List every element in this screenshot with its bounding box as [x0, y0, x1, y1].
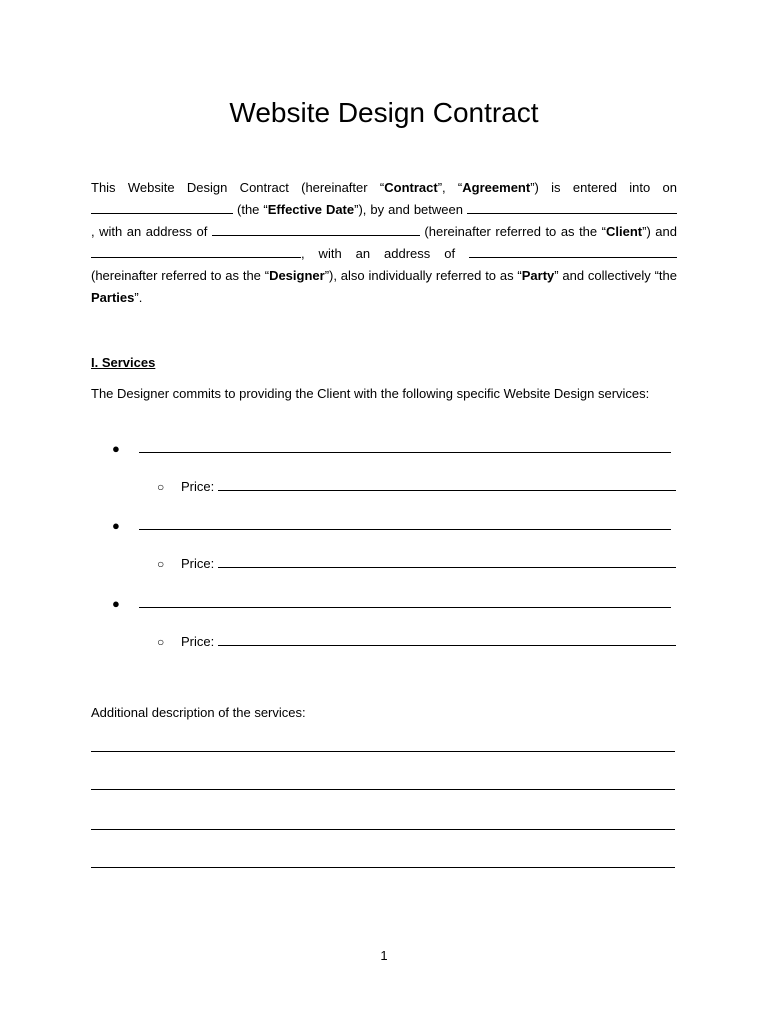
description-blank[interactable] — [91, 789, 675, 790]
term-party: Party — [521, 268, 555, 283]
term-client: Client — [606, 224, 643, 239]
service-item — [0, 515, 768, 537]
designer-address-blank[interactable] — [469, 245, 677, 258]
intro-text: This Website Design Contract (hereinafter “ — [91, 180, 385, 195]
intro-text: ”) is entered into on — [530, 180, 677, 195]
bullet-icon: ● — [112, 441, 120, 456]
date-blank[interactable] — [91, 201, 233, 214]
service-blank[interactable] — [139, 529, 671, 530]
circle-bullet-icon: ○ — [157, 480, 165, 494]
intro-text: ”), also individually referred to as “ — [324, 268, 522, 283]
circle-bullet-icon: ○ — [157, 557, 165, 571]
term-agreement: Agreement — [462, 180, 531, 195]
intro-text: (the “ — [233, 202, 268, 217]
description-blank[interactable] — [91, 867, 675, 868]
intro-text: (hereinafter referred to as the “ — [419, 224, 606, 239]
price-item — [0, 553, 768, 575]
intro-text: ”), by and between — [354, 202, 463, 217]
term-effective-date: Effective Date — [267, 202, 355, 217]
price-blank[interactable] — [218, 567, 676, 568]
service-blank[interactable] — [139, 607, 671, 608]
intro-paragraph — [91, 177, 677, 309]
page-number: 1 — [380, 948, 388, 963]
service-item — [0, 593, 768, 615]
price-label: Price: — [181, 634, 215, 649]
price-label: Price: — [181, 479, 215, 494]
intro-text: ”) and — [642, 224, 677, 239]
price-label: Price: — [181, 556, 215, 571]
intro-text: ”. — [134, 290, 143, 305]
client-name-blank[interactable] — [467, 201, 677, 214]
description-blank[interactable] — [91, 751, 675, 752]
price-blank[interactable] — [218, 490, 676, 491]
service-blank[interactable] — [139, 452, 671, 453]
section-heading-services: I. Services — [91, 355, 156, 370]
price-item — [0, 631, 768, 653]
intro-text: , with an address of — [301, 246, 469, 261]
term-designer: Designer — [269, 268, 325, 283]
bullet-icon: ● — [112, 518, 120, 533]
additional-description-label: Additional description of the services: — [91, 705, 306, 720]
intro-text: (hereinafter referred to as the “ — [91, 268, 270, 283]
intro-text: ” and collectively “the — [554, 268, 677, 283]
intro-text: , with an address of — [91, 224, 212, 239]
bullet-icon: ● — [112, 596, 120, 611]
term-contract: Contract — [384, 180, 438, 195]
services-intro: The Designer commits to providing the Client with the following specific Website Design services: — [91, 386, 650, 401]
circle-bullet-icon: ○ — [157, 635, 165, 649]
description-blank[interactable] — [91, 829, 675, 830]
price-blank[interactable] — [218, 645, 676, 646]
document-title: Website Design Contract — [229, 97, 539, 128]
price-item — [0, 476, 768, 498]
designer-name-blank[interactable] — [91, 245, 301, 258]
term-parties: Parties — [91, 290, 135, 305]
service-item — [0, 438, 768, 460]
intro-text: ”, “ — [437, 180, 463, 195]
client-address-blank[interactable] — [212, 223, 420, 236]
